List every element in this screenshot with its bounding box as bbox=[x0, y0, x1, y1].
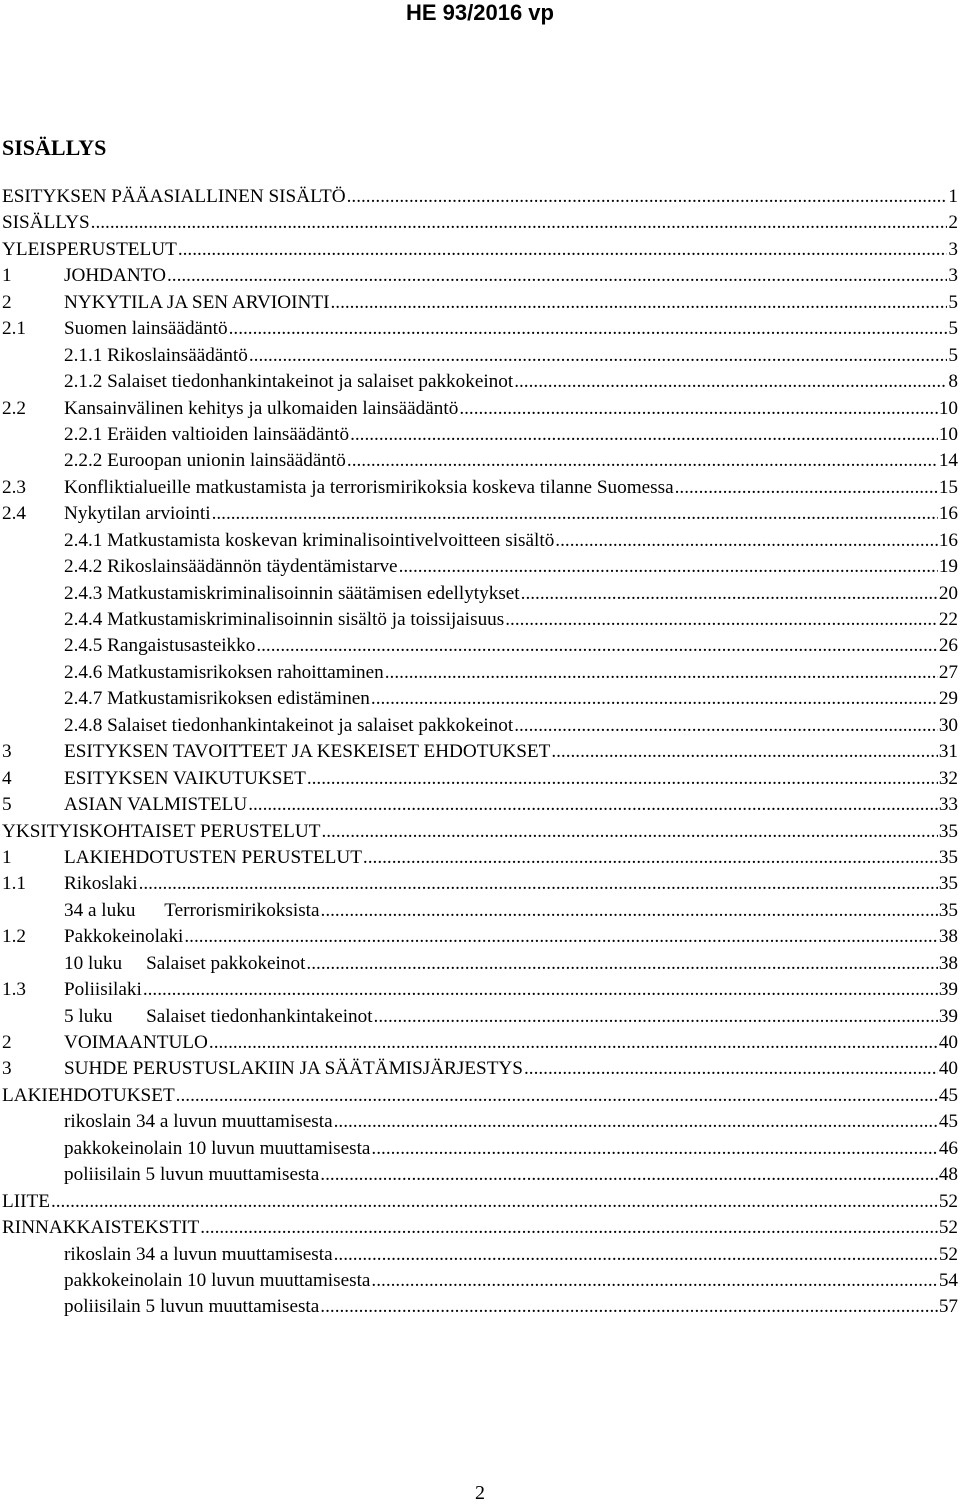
toc-entry[interactable] bbox=[0, 581, 960, 607]
toc-entry-page: 26 bbox=[938, 635, 958, 657]
toc-entry[interactable] bbox=[0, 633, 960, 659]
toc-entry-page: 16 bbox=[938, 529, 958, 551]
toc-entry-title: SUHDE PERUSTUSLAKIIN JA SÄÄTÄMISJÄRJESTYS bbox=[64, 1056, 524, 1082]
toc-dot-leader bbox=[521, 581, 938, 607]
toc-entry[interactable] bbox=[0, 1242, 960, 1268]
toc-entry-number: 5 bbox=[2, 794, 12, 816]
toc-entry-title: ESITYKSEN PÄÄASIALLINEN SISÄLTÖ bbox=[2, 184, 347, 210]
toc-entry[interactable] bbox=[0, 686, 960, 712]
toc-dot-leader bbox=[91, 210, 948, 236]
toc-entry-title: ESITYKSEN VAIKUTUKSET bbox=[64, 766, 307, 792]
toc-entry-page: 3 bbox=[948, 238, 958, 260]
toc-entry-title: 2.4.1 Matkustamista koskevan kriminalisointivelvoitteen sisältö bbox=[64, 528, 555, 554]
toc-entry[interactable] bbox=[0, 501, 960, 527]
toc-dot-leader bbox=[184, 924, 937, 950]
toc-dot-leader bbox=[212, 501, 938, 527]
toc-entry-number: 2.3 bbox=[2, 476, 26, 498]
toc-entry-title: rikoslain 34 a luvun muuttamisesta bbox=[64, 1109, 334, 1135]
toc-entry-title: 10 luku Salaiset pakkokeinot bbox=[64, 951, 306, 977]
toc-entry[interactable] bbox=[0, 845, 960, 871]
toc-entry-title: poliisilain 5 luvun muuttamisesta bbox=[64, 1294, 320, 1320]
toc-entry-number: 2.4 bbox=[2, 503, 26, 525]
toc-entry-page: 30 bbox=[938, 714, 958, 736]
toc-entry-number: 2 bbox=[2, 1032, 12, 1053]
toc-entry[interactable] bbox=[0, 210, 960, 236]
toc-entry-page: 35 bbox=[938, 820, 958, 842]
toc-dot-leader bbox=[167, 263, 947, 289]
toc-entry-title: Rikoslaki bbox=[64, 871, 139, 897]
toc-entry-title: JOHDANTO bbox=[64, 263, 167, 289]
toc-dot-leader bbox=[555, 528, 938, 554]
toc-entry-title: 2.4.2 Rikoslainsäädännön täydentämistarve bbox=[64, 554, 399, 580]
toc-entry-title: Nykytilan arviointi bbox=[64, 501, 212, 527]
toc-entry[interactable] bbox=[0, 343, 960, 369]
toc-entry[interactable] bbox=[0, 369, 960, 395]
toc-dot-leader bbox=[307, 766, 938, 792]
toc-dot-leader bbox=[399, 554, 938, 580]
toc-dot-leader bbox=[330, 290, 947, 316]
toc-entry-title: RINNAKKAISTEKSTIT bbox=[2, 1215, 200, 1241]
toc-entry-title: Pakkokeinolaki bbox=[64, 924, 184, 950]
toc-entry-title: 2.1.2 Salaiset tiedonhankintakeinot ja salaiset pakkokeinot bbox=[64, 369, 514, 395]
toc-entry-page: 48 bbox=[938, 1164, 958, 1186]
table-of-contents bbox=[0, 184, 960, 1321]
toc-entry-number: 3 bbox=[2, 741, 12, 763]
toc-dot-leader bbox=[334, 1242, 938, 1268]
toc-entry-title: YLEISPERUSTELUT bbox=[2, 237, 178, 263]
toc-entry-page: 52 bbox=[938, 1243, 958, 1265]
toc-entry[interactable] bbox=[0, 290, 960, 316]
toc-entry-page: 2 bbox=[948, 212, 958, 234]
toc-entry-number: 1 bbox=[2, 265, 12, 287]
toc-entry[interactable] bbox=[0, 263, 960, 289]
toc-entry-title: Kansainvälinen kehitys ja ulkomaiden lainsäädäntö bbox=[64, 396, 459, 422]
toc-entry[interactable] bbox=[0, 819, 960, 845]
toc-entry-title: LAKIEHDOTUKSET bbox=[2, 1083, 176, 1109]
toc-entry-page: 35 bbox=[938, 846, 958, 868]
toc-entry-title: ESITYKSEN TAVOITTEET JA KESKEISET EHDOTUKSET bbox=[64, 739, 551, 765]
toc-dot-leader bbox=[200, 1215, 938, 1241]
toc-entry-title: ASIAN VALMISTELU bbox=[64, 792, 248, 818]
toc-entry-page: 38 bbox=[938, 952, 958, 974]
toc-entry-title: 2.4.4 Matkustamiskriminalisoinnin sisältö ja toissijaisuus bbox=[64, 607, 505, 633]
page-number: 2 bbox=[475, 1482, 485, 1504]
toc-dot-leader bbox=[229, 316, 948, 342]
toc-entry-page: 22 bbox=[938, 609, 958, 630]
toc-entry-number: 1.3 bbox=[2, 979, 26, 1001]
toc-dot-leader bbox=[371, 1268, 937, 1294]
toc-entry-page: 10 bbox=[938, 397, 958, 419]
toc-entry[interactable] bbox=[0, 184, 960, 210]
toc-entry-title: poliisilain 5 luvun muuttamisesta bbox=[64, 1162, 320, 1188]
toc-dot-leader bbox=[256, 633, 937, 659]
toc-entry-page: 3 bbox=[948, 265, 958, 287]
toc-entry-title: 2.4.6 Matkustamisrikoksen rahoittaminen bbox=[64, 660, 385, 686]
toc-entry-title: LAKIEHDOTUSTEN PERUSTELUT bbox=[64, 845, 363, 871]
toc-entry-title: 34 a luku Terrorismirikoksista bbox=[64, 898, 321, 924]
toc-entry-page: 32 bbox=[938, 767, 958, 789]
toc-entry-title: LIITE bbox=[2, 1189, 51, 1215]
toc-dot-leader bbox=[306, 951, 937, 977]
toc-dot-leader bbox=[320, 1294, 938, 1320]
toc-entry[interactable] bbox=[0, 448, 960, 474]
toc-dot-leader bbox=[675, 475, 938, 501]
page-header: HE 93/2016 vp bbox=[406, 0, 554, 25]
toc-entry-page: 8 bbox=[948, 371, 958, 393]
toc-dot-leader bbox=[363, 845, 938, 871]
toc-entry-page: 31 bbox=[938, 741, 958, 763]
toc-entry[interactable] bbox=[0, 924, 960, 950]
toc-entry[interactable] bbox=[0, 871, 960, 897]
toc-entry-title: 2.4.7 Matkustamisrikoksen edistäminen bbox=[64, 686, 371, 712]
toc-entry-page: 46 bbox=[938, 1137, 958, 1159]
toc-entry-page: 15 bbox=[938, 476, 958, 498]
toc-entry-page: 52 bbox=[938, 1190, 958, 1212]
toc-dot-leader bbox=[514, 713, 938, 739]
toc-entry[interactable] bbox=[0, 1189, 960, 1215]
toc-entry-title: 2.2.2 Euroopan unionin lainsäädäntö bbox=[64, 448, 347, 474]
toc-dot-leader bbox=[321, 819, 937, 845]
toc-dot-leader bbox=[248, 792, 938, 818]
toc-entry[interactable] bbox=[0, 739, 960, 765]
toc-dot-leader bbox=[385, 660, 938, 686]
toc-dot-leader bbox=[347, 448, 938, 474]
toc-entry[interactable] bbox=[0, 1294, 960, 1320]
toc-entry-title: 2.1.1 Rikoslainsäädäntö bbox=[64, 343, 249, 369]
toc-entry-number: 2.1 bbox=[2, 318, 26, 340]
toc-dot-leader bbox=[321, 898, 938, 924]
toc-entry-page: 45 bbox=[938, 1084, 958, 1106]
toc-entry-page: 29 bbox=[938, 688, 958, 710]
toc-entry-page: 20 bbox=[938, 582, 958, 604]
toc-dot-leader bbox=[371, 1136, 937, 1162]
toc-entry[interactable] bbox=[0, 1030, 960, 1056]
toc-dot-leader bbox=[514, 369, 947, 395]
toc-heading: SISÄLLYS bbox=[2, 135, 107, 160]
toc-dot-leader bbox=[524, 1056, 938, 1082]
toc-entry-page: 14 bbox=[938, 450, 958, 472]
toc-entry[interactable] bbox=[0, 1004, 960, 1030]
toc-entry[interactable] bbox=[0, 554, 960, 580]
toc-entry-title: 2.4.3 Matkustamiskriminalisoinnin säätämisen edellytykset bbox=[64, 581, 521, 607]
toc-entry-page: 35 bbox=[938, 873, 958, 895]
toc-entry-number: 1.1 bbox=[2, 873, 26, 895]
toc-entry[interactable] bbox=[0, 396, 960, 422]
toc-entry[interactable] bbox=[0, 1083, 960, 1109]
toc-entry-title: rikoslain 34 a luvun muuttamisesta bbox=[64, 1242, 334, 1268]
toc-dot-leader bbox=[459, 396, 938, 422]
toc-entry[interactable] bbox=[0, 792, 960, 818]
toc-dot-leader bbox=[350, 422, 938, 448]
toc-entry-title: pakkokeinolain 10 luvun muuttamisesta bbox=[64, 1136, 371, 1162]
toc-dot-leader bbox=[551, 739, 938, 765]
toc-entry[interactable] bbox=[0, 898, 960, 924]
toc-dot-leader bbox=[371, 686, 938, 712]
toc-entry-title: VOIMAANTULO bbox=[64, 1030, 209, 1056]
toc-entry[interactable] bbox=[0, 1136, 960, 1162]
toc-entry-page: 39 bbox=[938, 1005, 958, 1027]
toc-entry-page: 57 bbox=[938, 1296, 958, 1318]
toc-entry-number: 2.2 bbox=[2, 397, 26, 419]
toc-entry[interactable] bbox=[0, 1162, 960, 1188]
toc-dot-leader bbox=[178, 237, 948, 263]
toc-entry-page: 27 bbox=[938, 661, 958, 683]
toc-entry-page: 54 bbox=[938, 1269, 958, 1291]
toc-entry-page: 39 bbox=[938, 979, 958, 1001]
toc-entry-title: 5 luku Salaiset tiedonhankintakeinot bbox=[64, 1004, 374, 1030]
toc-dot-leader bbox=[176, 1083, 938, 1109]
toc-dot-leader bbox=[139, 871, 938, 897]
toc-dot-leader bbox=[374, 1004, 938, 1030]
toc-entry[interactable] bbox=[0, 422, 960, 448]
toc-entry[interactable] bbox=[0, 713, 960, 739]
toc-entry-number: 3 bbox=[2, 1058, 12, 1080]
toc-entry[interactable] bbox=[0, 237, 960, 263]
toc-entry-page: 45 bbox=[938, 1111, 958, 1133]
toc-dot-leader bbox=[209, 1030, 938, 1056]
toc-entry-title: NYKYTILA JA SEN ARVIOINTI bbox=[64, 290, 330, 316]
toc-entry-title: Suomen lainsäädäntö bbox=[64, 316, 229, 342]
toc-entry-page: 19 bbox=[938, 556, 958, 578]
toc-entry[interactable] bbox=[0, 951, 960, 977]
toc-entry[interactable] bbox=[0, 607, 960, 633]
toc-entry[interactable] bbox=[0, 528, 960, 554]
toc-entry-page: 40 bbox=[938, 1058, 958, 1080]
toc-entry-page: 5 bbox=[948, 318, 958, 340]
toc-entry-number: 1.2 bbox=[2, 926, 26, 948]
toc-entry-title: 2.2.1 Eräiden valtioiden lainsäädäntö bbox=[64, 422, 350, 448]
toc-dot-leader bbox=[143, 977, 938, 1003]
toc-dot-leader bbox=[320, 1162, 938, 1188]
toc-entry[interactable] bbox=[0, 766, 960, 792]
toc-entry-page: 38 bbox=[938, 926, 958, 948]
toc-dot-leader bbox=[249, 343, 948, 369]
toc-entry-page: 1 bbox=[948, 186, 958, 207]
toc-entry-page: 5 bbox=[948, 291, 958, 313]
toc-dot-leader bbox=[505, 607, 938, 633]
toc-entry-page: 16 bbox=[938, 503, 958, 525]
toc-entry-page: 40 bbox=[938, 1032, 958, 1053]
toc-entry-title: Poliisilaki bbox=[64, 977, 143, 1003]
toc-entry[interactable] bbox=[0, 977, 960, 1003]
toc-entry-title: Konfliktialueille matkustamista ja terrorismirikoksia koskeva tilanne Suomessa bbox=[64, 475, 675, 501]
toc-entry[interactable] bbox=[0, 1056, 960, 1082]
toc-entry[interactable] bbox=[0, 316, 960, 342]
toc-entry-title: YKSITYISKOHTAISET PERUSTELUT bbox=[2, 819, 321, 845]
toc-entry[interactable] bbox=[0, 1215, 960, 1241]
toc-entry[interactable] bbox=[0, 660, 960, 686]
toc-dot-leader bbox=[51, 1189, 938, 1215]
toc-entry-page: 33 bbox=[938, 794, 958, 816]
toc-entry-page: 5 bbox=[948, 344, 958, 366]
toc-entry-title: pakkokeinolain 10 luvun muuttamisesta bbox=[64, 1268, 371, 1294]
toc-entry-number: 1 bbox=[2, 846, 12, 868]
toc-dot-leader bbox=[334, 1109, 938, 1135]
toc-entry-page: 52 bbox=[938, 1217, 958, 1239]
toc-entry-number: 4 bbox=[2, 767, 12, 789]
toc-entry-title: SISÄLLYS bbox=[2, 210, 91, 236]
toc-dot-leader bbox=[347, 184, 948, 210]
toc-entry[interactable] bbox=[0, 1109, 960, 1135]
toc-entry[interactable] bbox=[0, 475, 960, 501]
toc-entry-title: 2.4.5 Rangaistusasteikko bbox=[64, 633, 256, 659]
toc-entry-page: 35 bbox=[938, 899, 958, 921]
toc-entry-page: 10 bbox=[938, 423, 958, 445]
toc-entry-number: 2 bbox=[2, 291, 12, 313]
toc-entry[interactable] bbox=[0, 1268, 960, 1294]
toc-entry-title: 2.4.8 Salaiset tiedonhankintakeinot ja salaiset pakkokeinot bbox=[64, 713, 514, 739]
